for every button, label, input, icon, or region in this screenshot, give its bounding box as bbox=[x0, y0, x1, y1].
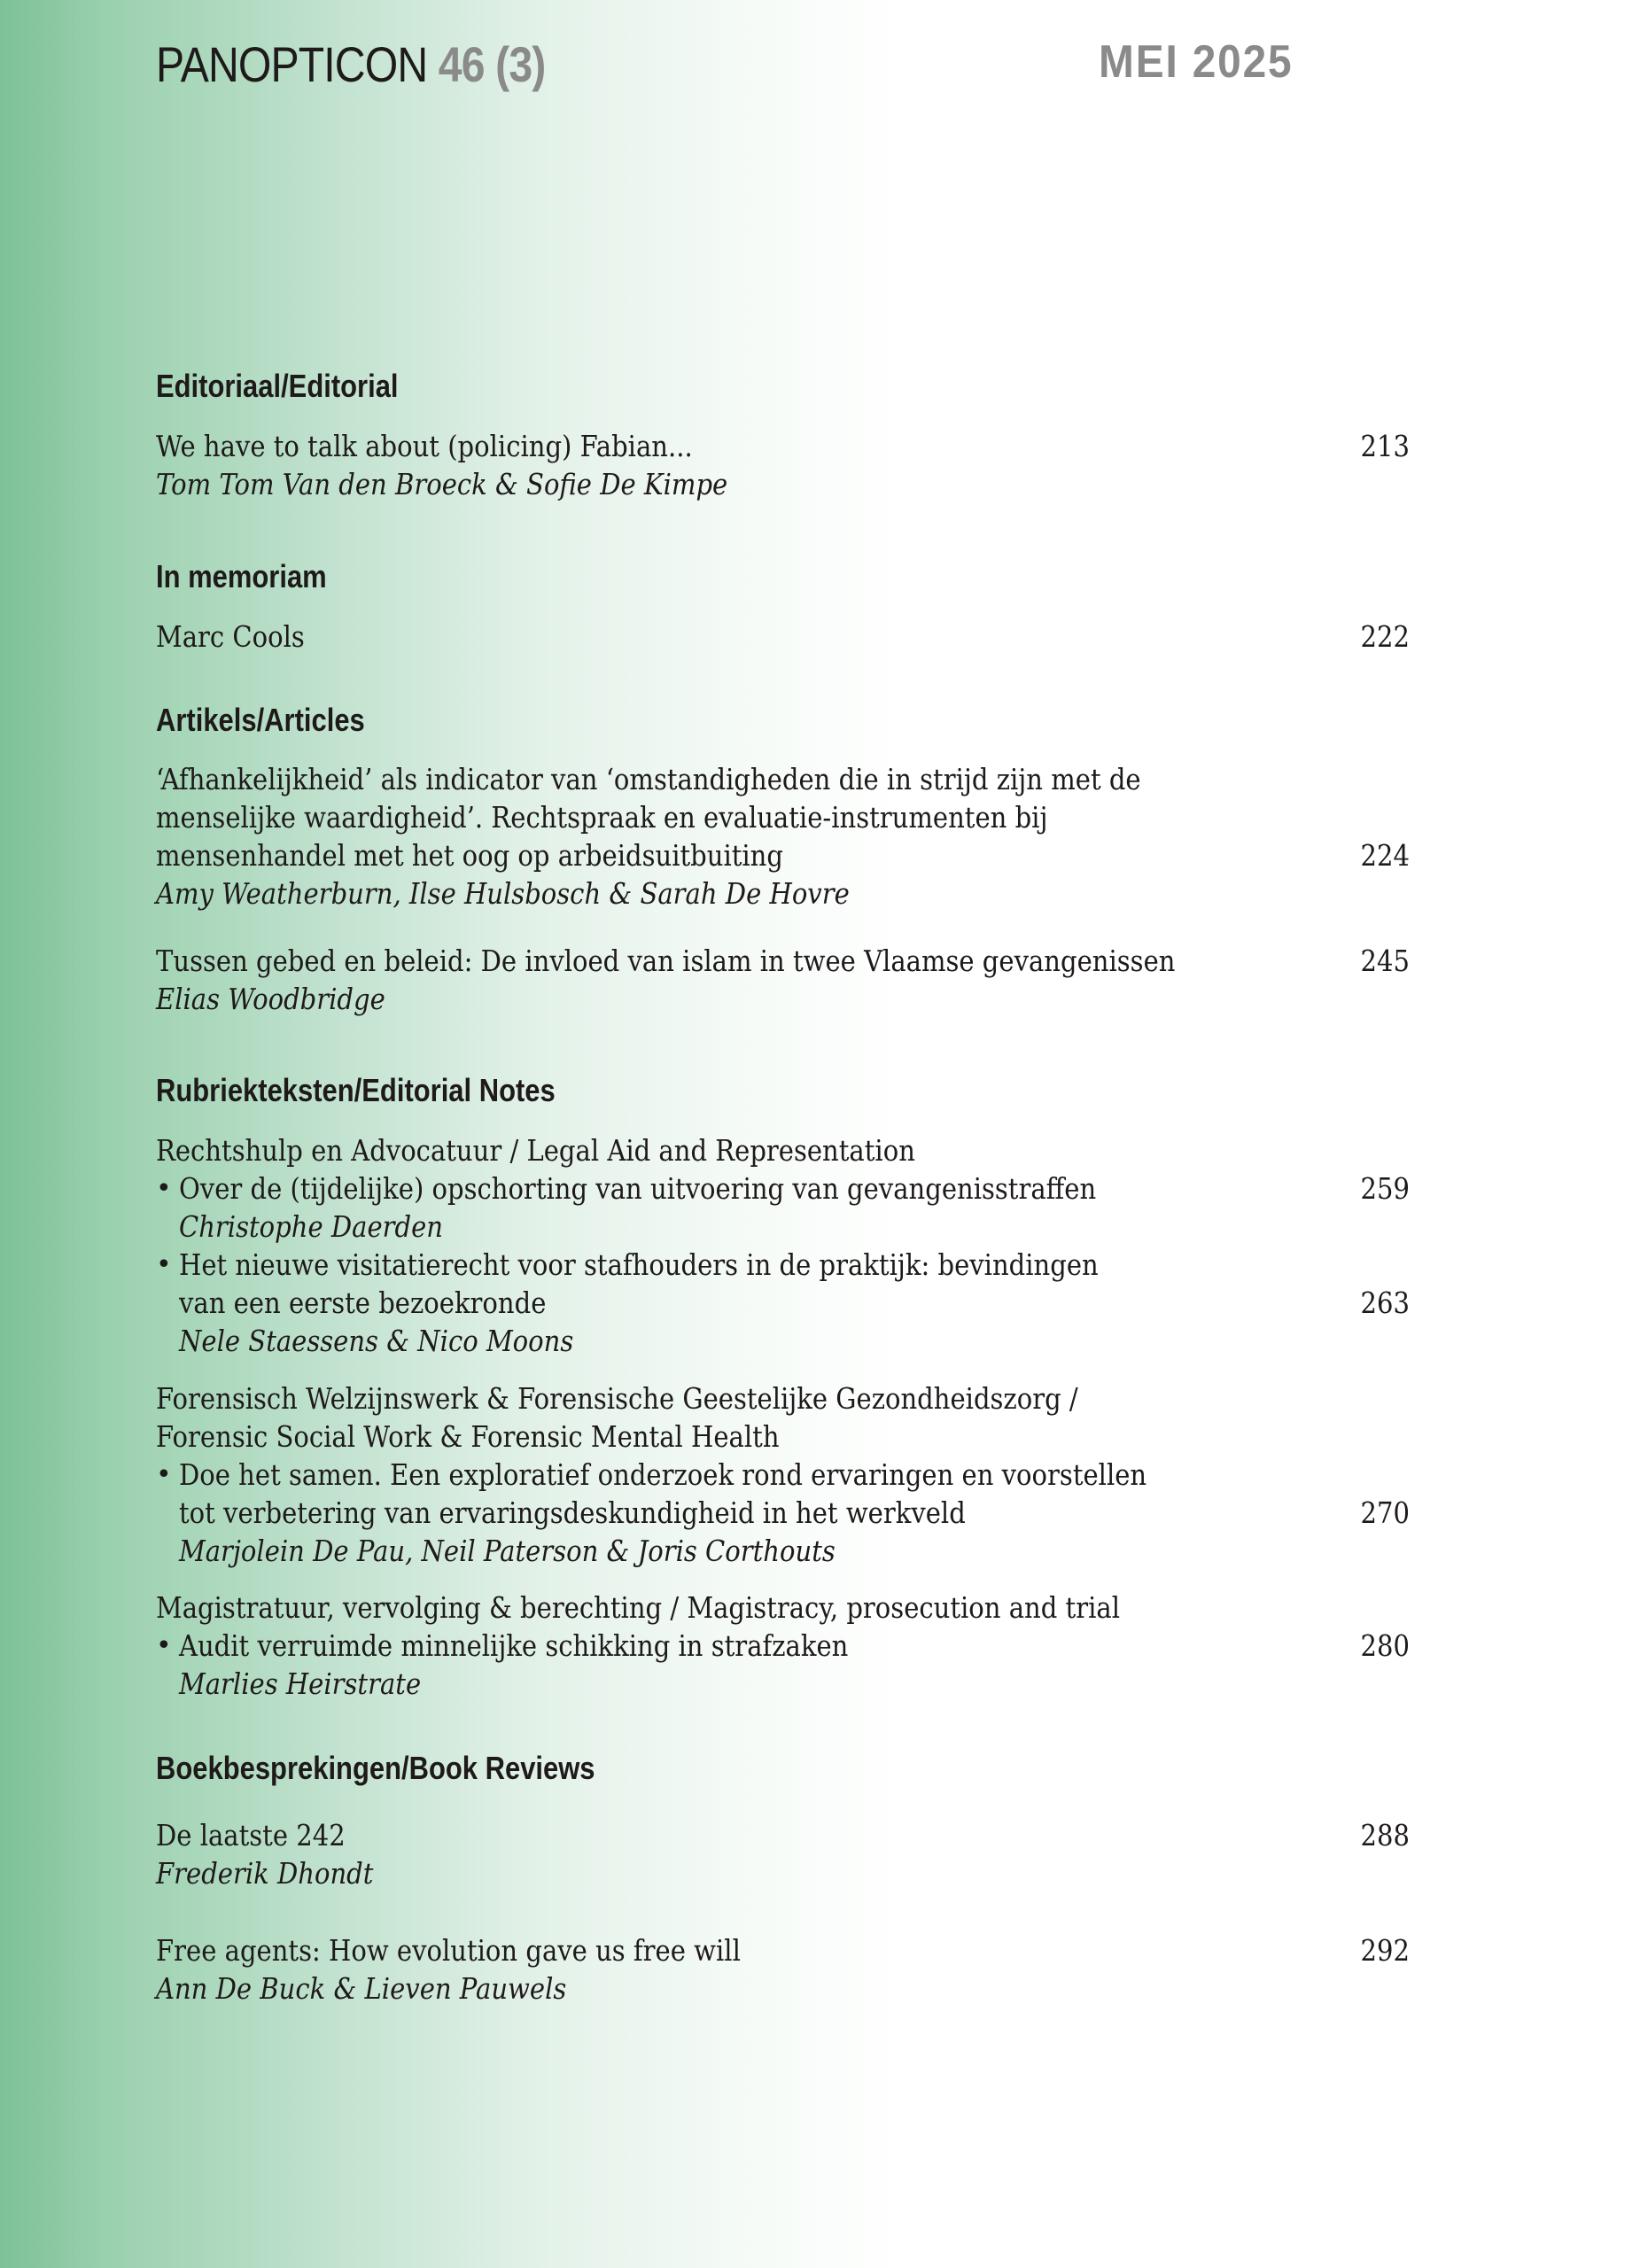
subsection-title-line: Forensisch Welzijnswerk & Forensische Geestelijke Gezondheidszorg / bbox=[156, 1381, 1078, 1416]
entry-authors: Marjolein De Pau, Neil Paterson & Joris Corthouts bbox=[179, 1534, 836, 1568]
page-number[interactable]: 213 bbox=[1360, 429, 1410, 463]
entry-title[interactable]: Free agents: How evolution gave us free will bbox=[156, 1933, 741, 1968]
section-heading-in-memoriam: In memoriam bbox=[156, 558, 327, 594]
bullet-icon: • bbox=[156, 1173, 172, 1204]
entry-title-line[interactable]: van een eerste bezoekronde bbox=[179, 1285, 547, 1320]
entry-title[interactable]: De laatste 242 bbox=[156, 1818, 346, 1852]
section-heading-editorial: Editoriaal/Editorial bbox=[156, 368, 399, 404]
page-number[interactable]: 292 bbox=[1360, 1933, 1410, 1968]
entry-title[interactable]: We have to talk about (policing) Fabian... bbox=[156, 429, 693, 463]
section-heading-editorial-notes: Rubriekteksten/Editorial Notes bbox=[156, 1072, 556, 1108]
page-number[interactable]: 280 bbox=[1360, 1628, 1410, 1663]
entry-title[interactable]: Tussen gebed en beleid: De invloed van islam in twee Vlaamse gevangenissen bbox=[156, 944, 1176, 978]
journal-issue: 46 (3) bbox=[438, 36, 546, 92]
subsection-title: Rechtshulp en Advocatuur / Legal Aid and Representation bbox=[156, 1133, 915, 1168]
entry-authors: Marlies Heirstrate bbox=[179, 1666, 422, 1701]
entry-authors: Amy Weatherburn, Ilse Hulsbosch & Sarah De Hovre bbox=[156, 876, 850, 911]
page-number[interactable]: 259 bbox=[1360, 1171, 1410, 1206]
entry-title[interactable]: Marc Cools bbox=[156, 619, 305, 654]
entry-title[interactable]: Over de (tijdelijke) opschorting van uitvoering van gevangenisstraffen bbox=[179, 1171, 1097, 1206]
bullet-icon: • bbox=[156, 1459, 172, 1490]
journal-title bbox=[156, 35, 545, 93]
entry-title-line[interactable]: tot verbetering van ervaringsdeskundigheid in het werkveld bbox=[179, 1495, 966, 1530]
entry-authors: Tom Tom Van den Broeck & Sofie De Kimpe bbox=[156, 467, 728, 501]
page-number[interactable]: 270 bbox=[1360, 1495, 1410, 1530]
subsection-title-line: Forensic Social Work & Forensic Mental Health bbox=[156, 1419, 780, 1454]
bullet-icon: • bbox=[156, 1249, 172, 1280]
section-heading-articles: Artikels/Articles bbox=[156, 702, 365, 738]
issue-date: MEI 2025 bbox=[1099, 36, 1294, 88]
entry-title-line[interactable]: menselijke waardigheid’. Rechtspraak en evaluatie-instrumenten bij bbox=[156, 800, 1048, 835]
entry-title-line[interactable]: Het nieuwe visitatierecht voor stafhouders in de praktijk: bevindingen bbox=[179, 1247, 1099, 1282]
entry-authors: Frederik Dhondt bbox=[156, 1856, 374, 1891]
entry-title-line[interactable]: Doe het samen. Een exploratief onderzoek rond ervaringen en voorstellen bbox=[179, 1457, 1147, 1492]
page-number[interactable]: 245 bbox=[1360, 944, 1410, 978]
entry-authors: Nele Staessens & Nico Moons bbox=[179, 1324, 574, 1358]
entry-authors: Elias Woodbridge bbox=[156, 982, 385, 1016]
subsection-title: Magistratuur, vervolging & berechting / Magistracy, prosecution and trial bbox=[156, 1590, 1120, 1625]
section-heading-book-reviews: Boekbesprekingen/Book Reviews bbox=[156, 1750, 595, 1786]
bullet-icon: • bbox=[156, 1630, 172, 1661]
entry-authors: Christophe Daerden bbox=[179, 1209, 444, 1244]
entry-title[interactable]: Audit verruimde minnelijke schikking in strafzaken bbox=[179, 1628, 849, 1663]
page-number[interactable]: 222 bbox=[1360, 619, 1410, 654]
entry-authors: Ann De Buck & Lieven Pauwels bbox=[156, 1971, 567, 2006]
entry-title-line[interactable]: ‘Afhankelijkheid’ als indicator van ‘omstandigheden die in strijd zijn met de bbox=[156, 762, 1141, 796]
page-number[interactable]: 224 bbox=[1360, 838, 1410, 873]
page-number[interactable]: 288 bbox=[1360, 1818, 1410, 1852]
page-header bbox=[156, 35, 1308, 106]
page-number[interactable]: 263 bbox=[1360, 1285, 1410, 1320]
journal-name: PANOPTICON bbox=[156, 36, 428, 92]
entry-title-line[interactable]: mensenhandel met het oog op arbeidsuitbuiting bbox=[156, 838, 783, 873]
